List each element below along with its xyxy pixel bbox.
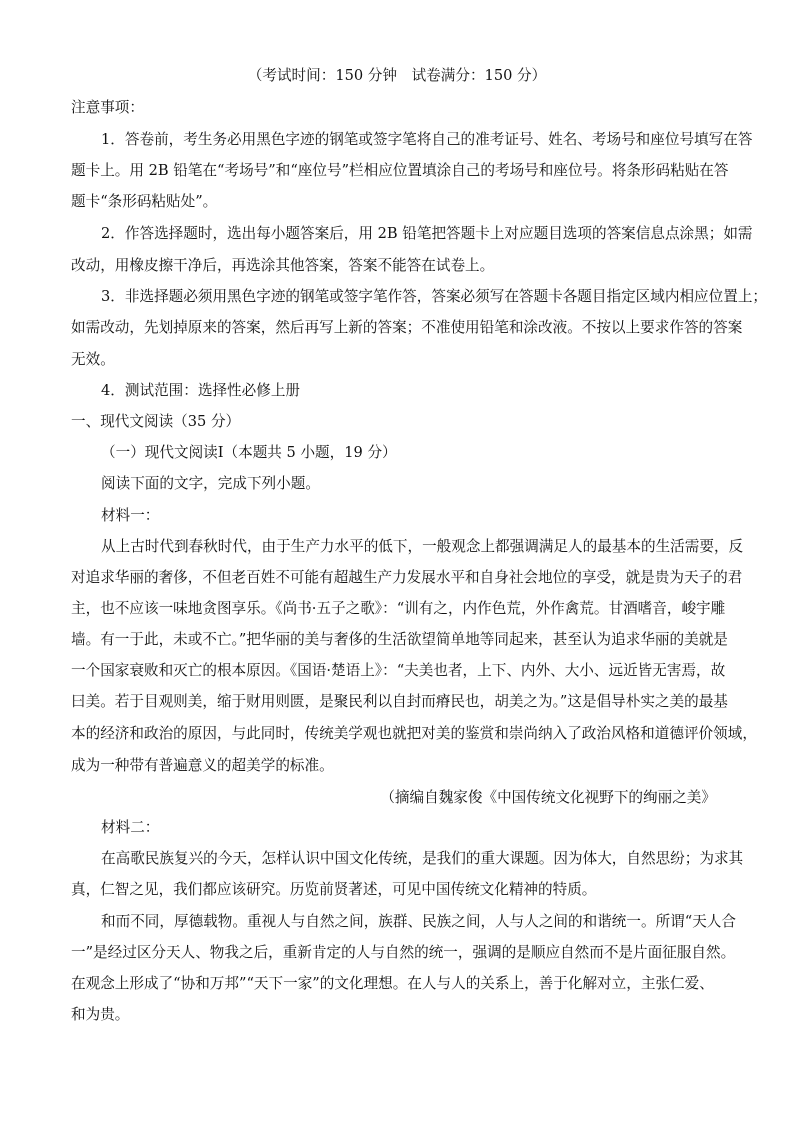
notice-line: 4．测试范围：选择性必修上册 (101, 382, 301, 399)
material-line: 在高歌民族复兴的今天，怎样认识中国文化传统，是我们的重大课题。因为体大，自然思纷；为求其 (101, 850, 744, 867)
material-line: 成为一种带有普遍意义的超美学的标准。 (71, 757, 334, 774)
material-line: 和而不同，厚德载物。重视人与自然之间，族群、民族之间，人与人之间的和谐统一。所谓“天人合 (101, 913, 736, 930)
notice-line: 题卡“条形码粘贴处”。 (71, 193, 218, 210)
notice-line: 3．非选择题必须用黑色字迹的钢笔或签字笔作答，答案必须写在答题卡各题目指定区域内相应位置上； (101, 288, 768, 305)
notice-line: 无效。 (71, 351, 115, 368)
notice-line: 如需改动，先划掉原来的答案，然后再写上新的答案；不准使用铅笔和涂改液。不按以上要求作答的答案 (71, 319, 743, 336)
material-line: 本的经济和政治的原因，与此同时，传统美学观也就把对美的鉴赏和崇尚纳入了政治风格和道德评价领域， (71, 725, 757, 742)
material-line: 一个国家衰败和灭亡的根本原因。《国语·楚语上》：“夫美也者，上下、内外、大小、远近皆无害焉，故 (71, 662, 726, 679)
notice-line: 改动，用橡皮擦干净后，再选涂其他答案，答案不能答在试卷上。 (71, 257, 495, 274)
notice-line: 题卡上。用 2B 铅笔在“考场号”和“座位号”栏相应位置填涂自己的考场号和座位号。将条形码粘贴在答 (71, 162, 729, 179)
notice-line: 2．作答选择题时，选出每小题答案后，用 2B 铅笔把答题卡上对应题目选项的答案信息点涂黑；如需 (101, 225, 753, 242)
material-line: 真，仁智之见，我们都应该研究。历览前贤著述，可见中国传统文化精神的特质。 (71, 881, 597, 898)
exam-info: （考试时间：150 分钟 试卷满分：150 分） (247, 67, 547, 84)
material-line: 墙。有一于此，未或不亡。”把华丽的美与奢侈的生活欲望简单地等同起来，甚至认为追求华丽的美就是 (71, 631, 728, 648)
material-line: 对追求华丽的奢侈，不但老百姓不可能有超越生产力发展水平和自身社会地位的享受，就是贵为天子的君 (71, 569, 743, 586)
material-line: 一”是经过区分天人、物我之后，重新肯定的人与自然的统一，强调的是顺应自然而不是片面征服自然。 (71, 944, 736, 961)
material-label: 材料二： (101, 819, 160, 836)
reading-instruction: 阅读下面的文字，完成下列小题。 (101, 475, 320, 492)
material-line: 主，也不应该一味地贪图享乐。《尚书·五子之歌》：“训有之，内作色荒，外作禽荒。甘酒嗜音，峻宇雕 (71, 600, 726, 617)
material-source: （摘编自魏家俊《中国传统文化视野下的绚丽之美》 (380, 789, 716, 806)
material-line: 从上古时代到春秋时代，由于生产力水平的低下，一般观念上都强调满足人的最基本的生活需要，反 (101, 538, 744, 555)
section-title: 一、现代文阅读（35 分） (71, 413, 241, 430)
material-line: 和为贵。 (71, 1006, 130, 1023)
material-label: 材料一： (101, 507, 160, 524)
section-subtitle: （一）现代文阅读Ⅰ（本题共 5 小题，19 分） (101, 444, 397, 461)
notice-line: 1．答卷前，考生务必用黑色字迹的钢笔或签字笔将自己的准考证号、姓名、考场号和座位号填写在答 (101, 131, 753, 148)
material-line: 曰美。若于目观则美，缩于财用则匮，是聚民利以自封而瘠民也，胡美之为。”这是倡导朴实之美的最基 (71, 693, 728, 710)
material-line: 在观念上形成了“协和万邦”“天下一家”的文化理想。在人与人的关系上，善于化解对立，主张仁爱、 (71, 975, 714, 992)
notice-title: 注意事项： (71, 99, 144, 116)
